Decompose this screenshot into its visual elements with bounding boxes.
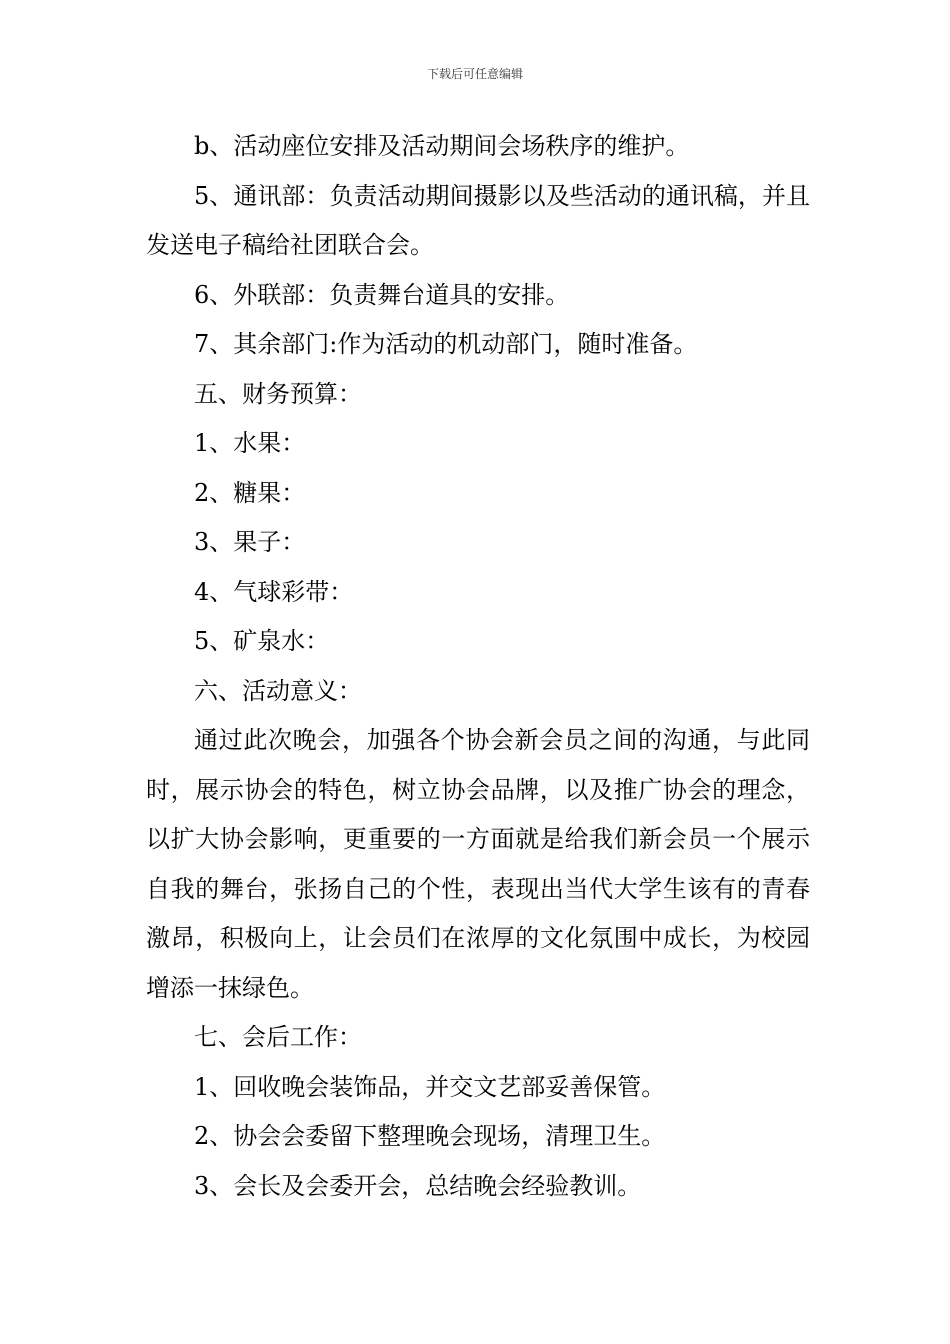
document-body: [146, 122, 810, 1211]
heading-budget: 五、财务预算：: [194, 379, 362, 408]
paragraph-seating-order: b、活动座位安排及活动期间会场秩序的维护。: [194, 132, 690, 160]
paragraph-other-depts: 7、其余部门:作为活动的机动部门，随时准备。: [194, 330, 698, 358]
budget-item-nuts: 3、果子：: [194, 528, 306, 556]
post-event-item-3: 3、会长及会委开会，总结晚会经验教训。: [194, 1171, 642, 1200]
budget-item-candy: 2、糖果：: [194, 478, 306, 507]
budget-item-water: 5、矿泉水：: [194, 627, 330, 655]
paragraph-external-dept: 6、外联部：负责舞台道具的安排。: [194, 280, 570, 309]
page-header: 下载后可任意编辑: [426, 67, 523, 81]
post-event-item-1: 1、回收晚会装饰品，并交文艺部妥善保管。: [194, 1072, 666, 1101]
paragraph-communications-dept: 5、通讯部：负责活动期间摄影以及些活动的通讯稿，并且发送电子稿给社团联合会。: [146, 181, 810, 259]
budget-item-fruit: 1、水果：: [194, 429, 306, 457]
heading-post-event: 七、会后工作：: [194, 1023, 362, 1051]
heading-significance: 六、活动意义：: [194, 676, 362, 705]
budget-item-balloons: 4、气球彩带：: [194, 577, 354, 606]
paragraph-significance: 通过此次晚会，加强各个协会新会员之间的沟通，与此同时，展示协会的特色，树立协会品牌，以及推广协会的理念，以扩大协会影响，更重要的一方面就是给我们新会员一个展示自我的舞台，张扬自己的个性，表现出当代大学生该有的青春激昂，积极向上，让会员们在浓厚的文化氛围中成长，为校园增添一抹绿色。: [146, 726, 810, 1002]
post-event-item-2: 2、协会会委留下整理晚会现场，清理卫生。: [194, 1122, 666, 1150]
